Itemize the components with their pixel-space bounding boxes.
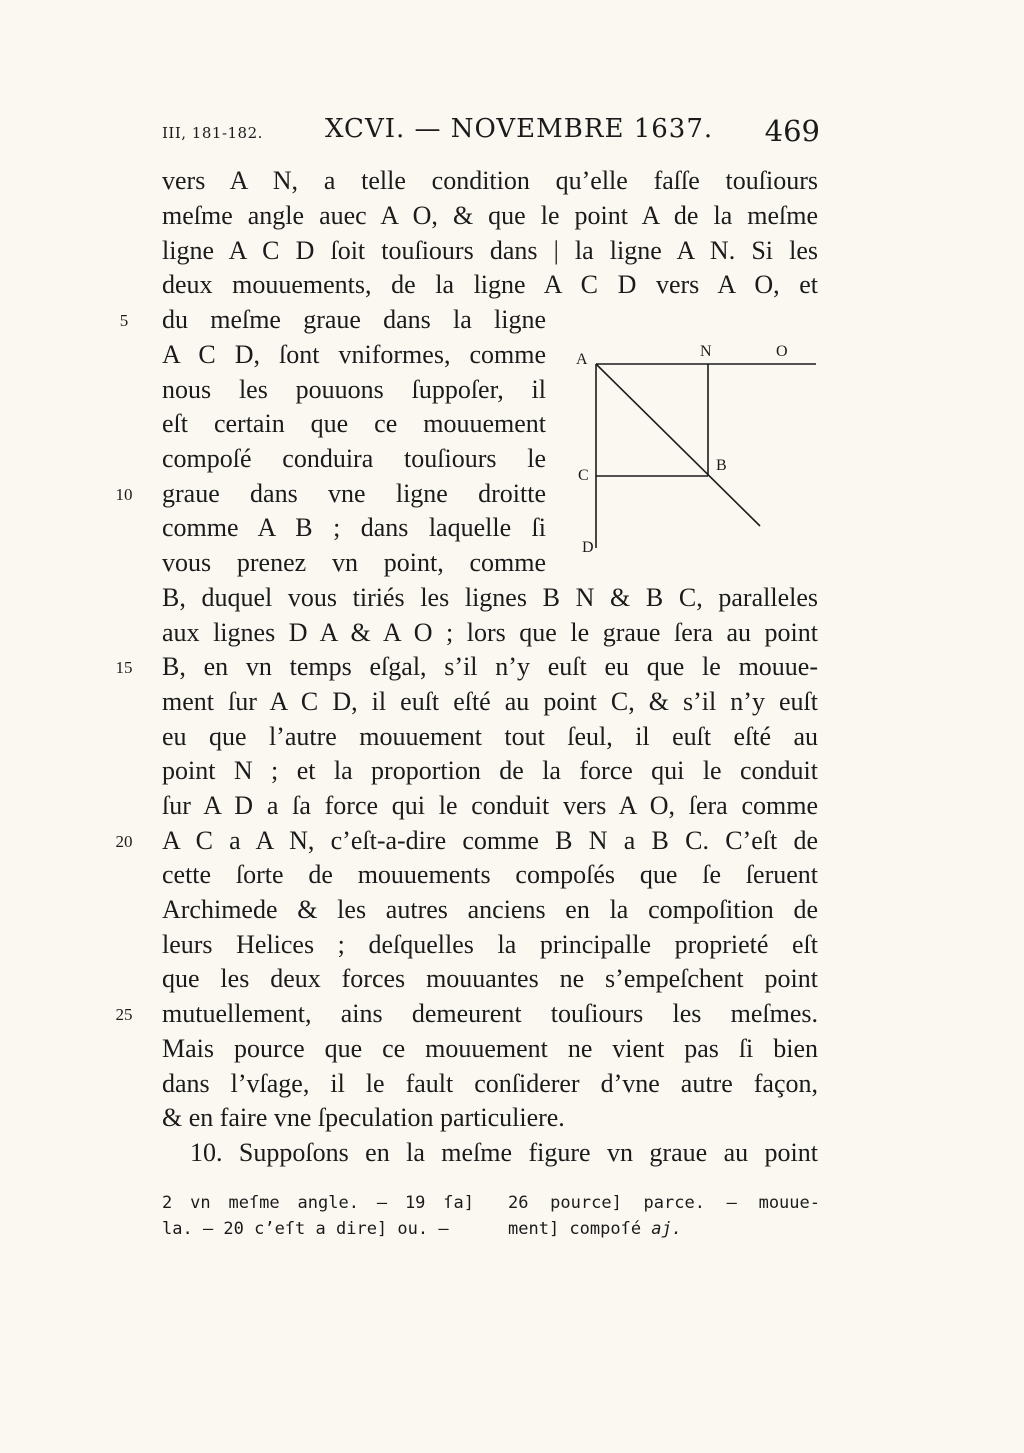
text-line: point N ; et la proportion de la force qui le conduit — [162, 756, 818, 785]
page-number: 469 — [764, 114, 820, 148]
line-number: 15 — [115, 658, 133, 677]
text-line: dans l’vſage, il le fault conſiderer d’vne autre façon, — [162, 1069, 818, 1098]
text-line: comme A B ; dans laquelle ſi — [162, 513, 546, 542]
label-d: D — [582, 539, 594, 556]
text-line: 10. Suppoſons en la meſme figure vn graue au point — [190, 1138, 818, 1167]
text-line: aux lignes D A & A O ; lors que le graue ſera au point — [162, 618, 818, 647]
text-line: ligne A C D ſoit touſiours dans | la ligne A N. Si les — [162, 236, 818, 265]
letter-heading: XCVI. — NOVEMBRE 1637. — [325, 114, 714, 144]
figure-diagram — [572, 334, 822, 558]
footnotes — [162, 1190, 818, 1250]
text-line: Archimede & les autres anciens en la compoſition de — [162, 895, 818, 924]
text-line: eſt certain que ce mouuement — [162, 409, 546, 438]
text-line: que les deux forces mouuantes ne s’empeſchent point — [162, 964, 818, 993]
line-number: 5 — [119, 311, 129, 330]
text-line: B, duquel vous tiriés les lignes B N & B C, paralleles — [162, 583, 818, 612]
text-line: graue dans vne ligne droitte — [162, 479, 546, 508]
line-number: 25 — [115, 1005, 133, 1024]
text-line: du meſme graue dans la ligne — [162, 305, 546, 334]
text-line: B, en vn temps eſgal, s’il n’y euſt eu que le mouue- — [162, 652, 818, 681]
text-line: eu que l’autre mouuement tout ſeul, il euſt eſté au — [162, 722, 818, 751]
line-ab — [596, 364, 760, 526]
footnote-line: la. — 20 c’eſt a dire] ou. — — [162, 1219, 449, 1239]
footnote-column-left — [162, 1190, 474, 1242]
volume-reference: III, 181-182. — [162, 124, 263, 142]
text-line: nous les pouuons ſuppoſer, il — [162, 375, 546, 404]
text-line: deux mouuements, de la ligne A C D vers A O, et — [162, 270, 818, 299]
text-line: leurs Helices ; deſquelles la principalle proprieté eſt — [162, 930, 818, 959]
text-line: meſme angle auec A O, & que le point A de la meſme — [162, 201, 818, 230]
text-line: A C a A N, c’eſt-a-dire comme B N a B C. C’eſt de — [162, 826, 818, 855]
footnote-column-right — [508, 1190, 820, 1242]
label-a: A — [576, 351, 588, 368]
running-header — [162, 112, 820, 152]
text-line: vous prenez vn point, comme — [162, 548, 546, 577]
label-c: C — [578, 467, 589, 484]
text-line: & en faire vne ſpeculation particuliere. — [162, 1103, 565, 1132]
text-line: ſur A D a ſa force qui le conduit vers A O, ſera comme — [162, 791, 818, 820]
footnote-italic: aj. — [651, 1219, 683, 1239]
text-line: compoſé conduira touſiours le — [162, 444, 546, 473]
text-line: vers A N, a telle condition qu’elle faſſe touſiours — [162, 166, 818, 195]
footnote-text: ment] compoſé — [508, 1219, 652, 1239]
label-n: N — [700, 343, 712, 360]
label-o: O — [776, 343, 788, 360]
footnote-line: 2 vn meſme angle. — 19 ſa] — [162, 1193, 474, 1213]
line-number: 20 — [115, 832, 133, 851]
footnote-line: 26 pource] parce. — mouue- — [508, 1193, 820, 1213]
line-number: 10 — [115, 485, 133, 504]
geometric-figure — [572, 334, 822, 558]
text-line: A C D, ſont vniformes, comme — [162, 340, 546, 369]
text-line: cette ſorte de mouuements compoſés que ſe ſeruent — [162, 860, 818, 889]
text-line: Mais pource que ce mouuement ne vient pas ſi bien — [162, 1034, 818, 1063]
text-line: mutuellement, ains demeurent touſiours les meſmes. — [162, 999, 818, 1028]
label-b: B — [716, 457, 727, 474]
text-line: ment ſur A C D, il euſt eſté au point C, & s’il n’y euſt — [162, 687, 818, 716]
footnote-line — [508, 1216, 820, 1242]
